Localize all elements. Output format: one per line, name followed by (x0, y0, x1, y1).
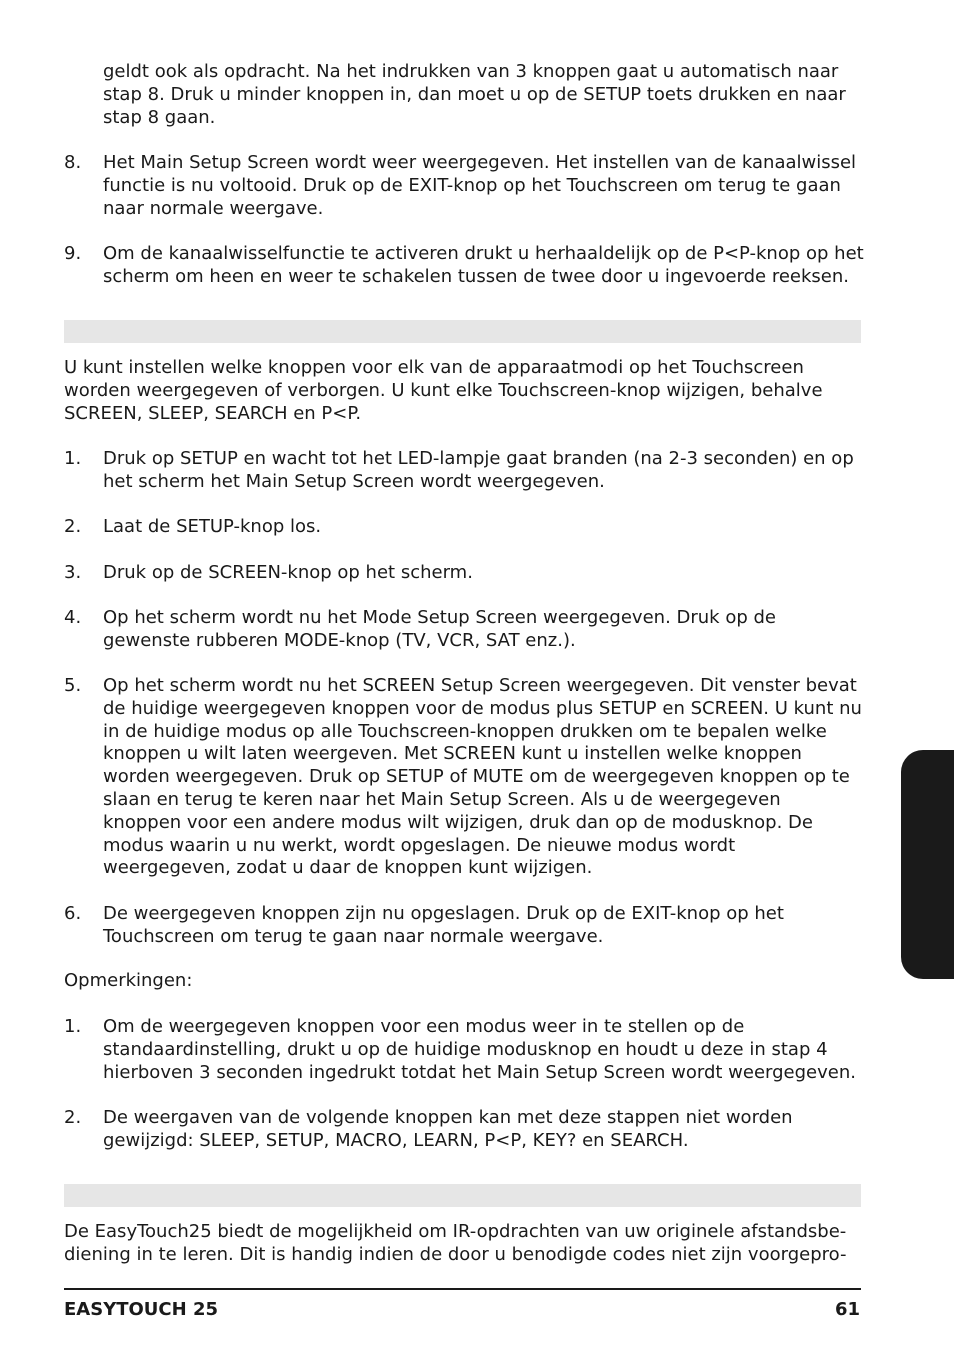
footer-product: EASYTOUCH 25 (64, 1299, 219, 1320)
list-item (64, 675, 864, 880)
list-number: 6. (64, 903, 82, 924)
list-item (64, 243, 864, 289)
list-item (64, 448, 864, 494)
list-item (64, 1107, 864, 1153)
list-item (64, 516, 864, 539)
list-text: Het Main Setup Screen wordt weer weergegeven. Het instellen van de kanaalwissel functie is nu voltooid. Druk op de EXIT-knop op het Touchscreen om terug te gaan naar normale weergave. (103, 152, 857, 219)
list-text: Laat de SETUP-knop los. (103, 516, 322, 537)
list-text: De weergaven van de volgende knoppen kan met deze stappen niet worden gewijzigd: SLEEP, SETUP, MACRO, LEARN, P<P, KEY? en SEARCH. (103, 1107, 793, 1151)
list-number: 2. (64, 1107, 82, 1128)
section-intro: De EasyTouch25 biedt de mogelijkheid om IR-opdrachten van uw originele afstandsbe- diening in te leren. Dit is handig indien de door u benodigde codes niet zijn voorgepro- (64, 1221, 847, 1265)
list-text: Op het scherm wordt nu het SCREEN Setup Screen weergegeven. Dit venster bevat de huidige weergegeven knoppen voor de modus plus SETUP en SCREEN. U kunt nu in de huidige modus op alle Touchscreen-knoppen drukken om te bepalen welke knoppen u wilt laten weergeven. Met SCREEN kunt u instellen welke knoppen worden weergegeven. Druk op SETUP of MUTE om de weergegeven knoppen op te slaan en terug te keren naar het Main Setup Screen. Als u de weergegeven knoppen voor een andere modus wilt wijzigen, druk dan op de modusknop. De modus waarin u nu werkt, wordt opgeslagen. De nieuwe modus wordt weergegeven, zodat u daar de knoppen kunt wijzigen. (103, 675, 862, 879)
section-heading-band (64, 1184, 861, 1207)
chapter-thumb-tab (901, 750, 954, 979)
list-text: Om de kanaalwisselfunctie te activeren drukt u herhaaldelijk op de P<P-knop op het scherm om heen en weer te schakelen tussen de twee door u ingevoerde reeksen. (103, 243, 864, 287)
list-item (64, 1016, 864, 1084)
list-item (64, 562, 864, 585)
list-text: Druk op SETUP en wacht tot het LED-lampje gaat branden (na 2-3 seconden) en op het scherm het Main Setup Screen wordt weergegeven. (103, 448, 854, 492)
list-item (64, 607, 864, 653)
list-item (64, 152, 864, 220)
list-number: 8. (64, 152, 82, 173)
list-number: 2. (64, 516, 82, 537)
list-text: De weergegeven knoppen zijn nu opgeslagen. Druk op de EXIT-knop op het Touchscreen om terug te gaan naar normale weergave. (103, 903, 784, 947)
list-item (64, 903, 864, 949)
list-text: Op het scherm wordt nu het Mode Setup Screen weergegeven. Druk op de gewenste rubberen MODE-knop (TV, VCR, SAT enz.). (103, 607, 776, 651)
list-number: 3. (64, 562, 82, 583)
notes-label: Opmerkingen: (64, 970, 193, 991)
list-number: 9. (64, 243, 82, 264)
list-number: 4. (64, 607, 82, 628)
page-number: 61 (834, 1299, 860, 1320)
list-text: Druk op de SCREEN-knop op het scherm. (103, 562, 473, 583)
list-number: 5. (64, 675, 82, 696)
list-number: 1. (64, 448, 82, 469)
section-intro: U kunt instellen welke knoppen voor elk van de apparaatmodi op het Touchscreen worden weergegeven of verborgen. U kunt elke Touchscreen-knop wijzigen, behalve SCREEN, SLEEP, SEARCH en P<P. (64, 357, 823, 424)
list-number: 1. (64, 1016, 82, 1037)
footer-rule (64, 1288, 861, 1290)
section-heading-band (64, 320, 861, 343)
intro-continuation: geldt ook als opdracht. Na het indrukken van 3 knoppen gaat u automatisch naar stap 8. Druk u minder knoppen in, dan moet u op de SETUP toets drukken en naar stap 8 gaan. (103, 61, 846, 128)
list-text: Om de weergegeven knoppen voor een modus weer in te stellen op de standaardinstelling, drukt u op de huidige modusknop en houdt u deze in stap 4 hierboven 3 seconden ingedrukt totdat het Main Setup Screen wordt weergegeven. (103, 1016, 856, 1083)
